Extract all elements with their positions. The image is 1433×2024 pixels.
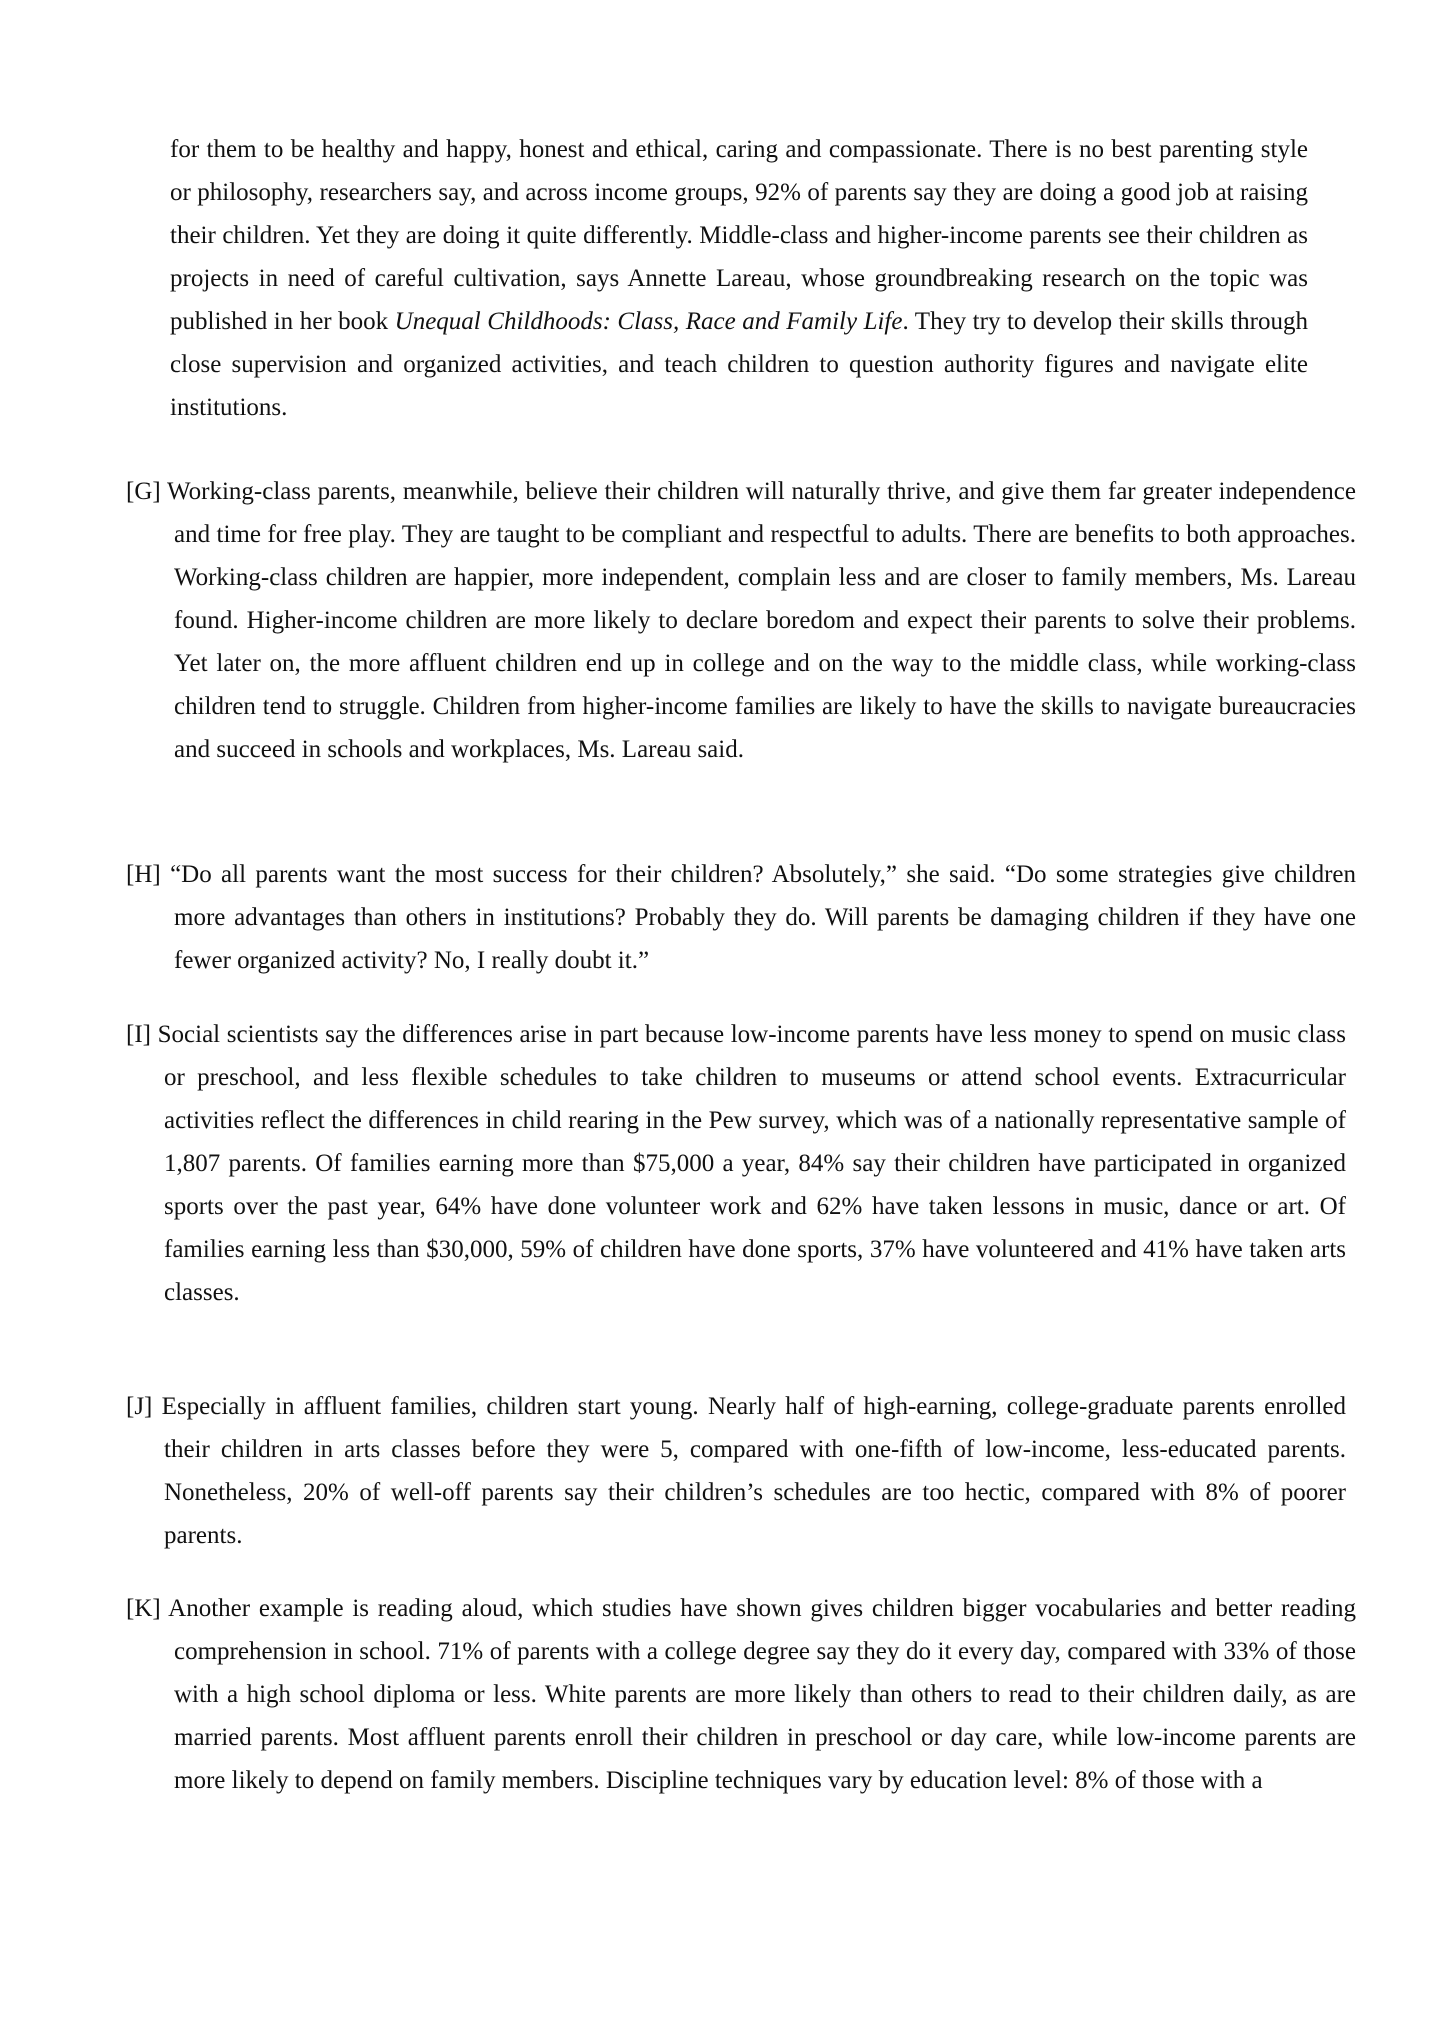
paragraph-h (126, 853, 1356, 982)
paragraph-k (126, 1587, 1356, 1802)
paragraph-label: [H] (126, 861, 161, 888)
paragraph-i (126, 1013, 1346, 1314)
paragraph-text-after-title: . They try to develop their skills through close supervision and organized activities, and teach children to question authority figures and navigate elite institutions. (170, 308, 1309, 421)
paragraph-f-continued (170, 128, 1308, 429)
paragraph-text: “Do all parents want the most success for their children? Absolutely,” she said. “Do some strategies give children more advantages than others in institutions? Probably they do. Will parents be damaging children if they have one fewer organized activity? No, I really doubt it.” (170, 861, 1356, 974)
paragraph-text: Especially in affluent families, children start young. Nearly half of high-earning, college-graduate parents enrolled their children in arts classes before they were 5, compared with one-fifth of low-income, less-educated parents. Nonetheless, 20% of well-off parents say their children’s schedules are too hectic, compared with 8% of poorer parents. (161, 1393, 1346, 1549)
paragraph-label: [G] (126, 478, 161, 505)
paragraph-label: [J] (126, 1393, 153, 1420)
paragraph-text: Another example is reading aloud, which studies have shown gives children bigger vocabularies and better reading comprehension in school. 71% of parents with a college degree say they do it every day, compared with 33% of those with a high school diploma or less. White parents are more likely than others to read to their children daily, as are married parents. Most affluent parents enroll their children in preschool or day care, while low-income parents are more likely to depend on family members. Discipline techniques vary by education level: 8% of those with a (168, 1595, 1356, 1794)
book-title: Unequal Childhoods: Class, Race and Family Life (394, 308, 903, 335)
paragraph-j (126, 1385, 1346, 1557)
paragraph-label: [I] (126, 1021, 151, 1048)
paragraph-text: Social scientists say the differences arise in part because low-income parents have less money to spend on music class or preschool, and less flexible schedules to take children to museums or attend school events. Extracurricular activities reflect the differences in child rearing in the Pew survey, which was of a nationally representative sample of 1,807 parents. Of families earning more than $75,000 a year, 84% say their children have participated in organized sports over the past year, 64% have done volunteer work and 62% have taken lessons in music, dance or art. Of families earning less than $30,000, 59% of children have done sports, 37% have volunteered and 41% have taken arts classes. (157, 1021, 1347, 1306)
paragraph-text: Working-class parents, meanwhile, believe their children will naturally thrive, and give them far greater independence and time for free play. They are taught to be compliant and respectful to adults. There are benefits to both approaches. Working-class children are happier, more independent, complain less and are closer to family members, Ms. Lareau found. Higher-income children are more likely to declare boredom and expect their parents to solve their problems. Yet later on, the more affluent children end up in college and on the way to the middle class, while working-class children tend to struggle. Children from higher-income families are likely to have the skills to navigate bureaucracies and succeed in schools and workplaces, Ms. Lareau said. (167, 478, 1356, 763)
paragraph-g (126, 470, 1356, 771)
paragraph-text-before-title: for them to be healthy and happy, honest and ethical, caring and compassionate. There is no best parenting style or philosophy, researchers say, and across income groups, 92% of parents say they are doing a good job at raising their children. Yet they are doing it quite differently. Middle-class and higher-income parents see their children as projects in need of careful cultivation, says Annette Lareau, whose groundbreaking research on the topic was published in her book (170, 136, 1308, 335)
paragraph-label: [K] (126, 1595, 161, 1622)
